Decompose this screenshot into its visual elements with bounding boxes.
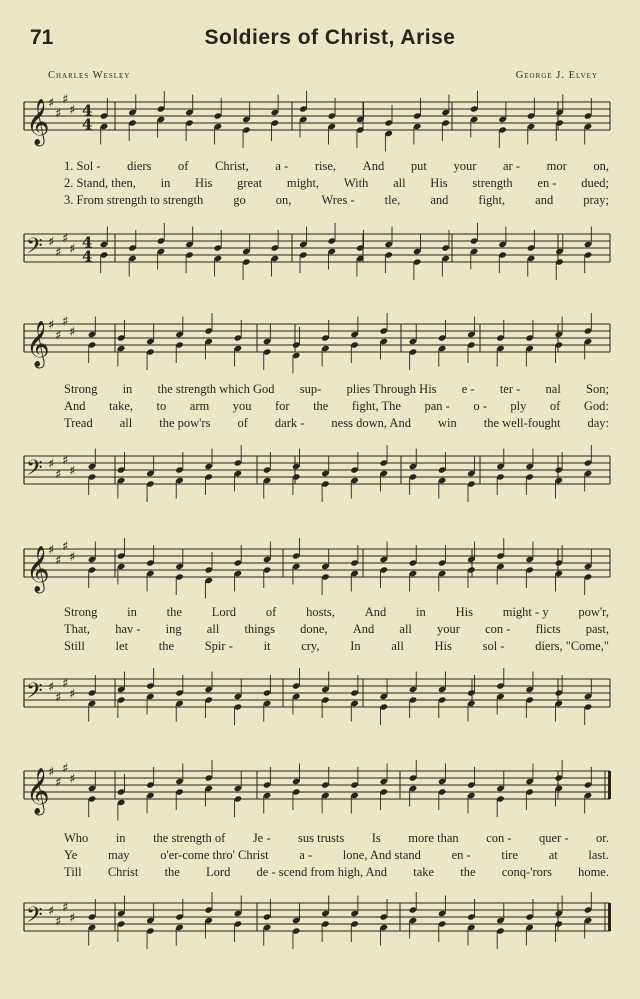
lyric-syllable: your (453, 159, 477, 173)
lyric-line (64, 605, 609, 622)
lyric-syllable: things (244, 622, 275, 636)
sharp-icon: ♯ (62, 92, 69, 108)
sharp-icon: ♯ (48, 543, 55, 558)
sharp-icon: ♯ (62, 900, 69, 916)
bass-clef-icon: 𝄢 (26, 679, 43, 709)
lyric-syllable: of (237, 416, 248, 430)
lyric-syllable: you (232, 399, 252, 413)
page-number: 71 (30, 26, 54, 49)
sharp-icon: ♯ (62, 676, 69, 692)
sharp-icon: ♯ (48, 235, 55, 250)
lyric-syllable: all (206, 622, 220, 636)
lyric-syllable: in (115, 831, 126, 845)
lyric-syllable: His (195, 176, 213, 190)
lyric-syllable: 2. Stand, then, (64, 176, 136, 190)
lyric-syllable: of (265, 605, 277, 619)
lyric-syllable: en - (537, 176, 557, 190)
bass-staff (0, 897, 640, 947)
lyric-syllable: 3. From strength to strength (64, 193, 204, 207)
lyric-syllable: it (263, 639, 271, 653)
lyric-syllable: ter - (499, 382, 521, 396)
treble-clef-icon: 𝄞 (26, 99, 50, 145)
lyric-syllable: sol - (482, 639, 505, 653)
lyric-syllable: Strong (64, 382, 98, 396)
lyric-syllable: take (413, 865, 435, 879)
lyric-syllable: con - (486, 831, 512, 845)
sharp-icon: ♯ (69, 772, 76, 787)
lyric-syllable: Is (371, 831, 381, 845)
lyric-syllable: day: (587, 416, 609, 430)
lyric-syllable: rise, (314, 159, 337, 173)
lyric-syllable: Tread (64, 416, 93, 430)
lyric-syllable: With (343, 176, 369, 190)
lyric-syllable: pow'r, (578, 605, 609, 619)
hymn-title: Soldiers of Christ, Arise (204, 26, 456, 49)
lyric-syllable: diers (127, 159, 152, 173)
staff-lines (24, 549, 610, 577)
lyric-line (64, 193, 609, 210)
lyric-syllable: tire (501, 848, 519, 862)
lyric-syllable: Till (64, 865, 82, 879)
lyric-syllable: the (164, 865, 180, 879)
lyric-syllable: And (364, 605, 387, 619)
sharp-icon: ♯ (62, 231, 69, 247)
time-signature-top: 4 (82, 233, 93, 252)
lyric-syllable: in (416, 605, 426, 619)
lyric-syllable: great (237, 176, 263, 190)
lyric-syllable: Strong (64, 605, 98, 619)
sharp-icon: ♯ (55, 914, 62, 930)
bass-staff (0, 450, 640, 500)
final-barline-thick (608, 903, 611, 931)
lyric-syllable: on, (593, 159, 609, 173)
lyric-syllable: done, (300, 622, 328, 636)
lyric-syllable: Who (64, 831, 89, 845)
staff-lines (24, 102, 610, 130)
sharp-icon: ♯ (69, 687, 76, 702)
lyric-syllable: That, (64, 622, 91, 636)
lyric-syllable: con - (485, 622, 511, 636)
lyric-line (64, 865, 609, 882)
lyric-syllable: might, (286, 176, 320, 190)
lyric-syllable: home. (578, 865, 609, 879)
sharp-icon: ♯ (48, 680, 55, 695)
sharp-icon: ♯ (48, 904, 55, 919)
lyric-syllable: the strength of (153, 831, 226, 845)
lyric-syllable: the pow'rs (159, 416, 211, 430)
lyric-syllable: o - (473, 399, 487, 413)
lyric-syllable: And (362, 159, 385, 173)
lyric-syllable: fight, (478, 193, 506, 207)
lyric-syllable: Ye (64, 848, 78, 862)
treble-staff (0, 539, 640, 593)
lyric-syllable: hosts, (306, 605, 335, 619)
lyric-syllable: of (178, 159, 189, 173)
sharp-icon: ♯ (62, 761, 69, 777)
lyric-syllable: might - y (502, 605, 549, 619)
lyric-syllable: His (434, 639, 452, 653)
lyric-syllable: dued; (581, 176, 609, 190)
lyric-syllable: all (393, 176, 406, 190)
lyric-syllable: Christ (107, 865, 139, 879)
lyric-syllable: de - scend from high, And (256, 865, 388, 879)
lyric-syllable: Je - (252, 831, 271, 845)
lyric-syllable: go (233, 193, 246, 207)
lyric-syllable: 1. Sol - (64, 159, 101, 173)
lyric-syllable: more than (408, 831, 459, 845)
sharp-icon: ♯ (69, 464, 76, 479)
lyric-syllable: on, (275, 193, 292, 207)
treble-clef-icon: 𝄞 (26, 768, 50, 814)
lyric-syllable: arm (189, 399, 210, 413)
sharp-icon: ♯ (48, 318, 55, 333)
lyric-syllable: take, (109, 399, 133, 413)
lyric-syllable: last. (588, 848, 609, 862)
lyric-syllable: plies Through His (346, 382, 437, 396)
lyric-syllable: all (399, 622, 412, 636)
lyric-line (64, 416, 609, 433)
lyric-syllable: your (437, 622, 460, 636)
lyric-line (64, 831, 609, 848)
lyric-syllable: mor (546, 159, 567, 173)
lyric-syllable: conq-'rors (501, 865, 552, 879)
lyric-syllable: ar - (502, 159, 520, 173)
staff-lines (24, 771, 610, 799)
lyric-syllable: all (119, 416, 133, 430)
lyric-syllable: His (455, 605, 473, 619)
sharp-icon: ♯ (55, 467, 62, 483)
lyric-syllable: for (274, 399, 290, 413)
lyric-syllable: In (350, 639, 361, 653)
composer-credit: George J. Elvey (515, 70, 598, 81)
lyric-syllable: the (313, 399, 329, 413)
lyric-line (64, 848, 609, 865)
sharp-icon: ♯ (55, 553, 62, 569)
lyric-syllable: Still (64, 639, 85, 653)
lyric-syllable: let (115, 639, 129, 653)
lyric-syllable: God: (583, 399, 609, 413)
lyric-syllable: the (166, 605, 182, 619)
lyric-syllable: tle, (384, 193, 401, 207)
lyric-syllable: or. (596, 831, 609, 845)
bass-clef-icon: 𝄢 (26, 456, 43, 486)
treble-clef-icon: 𝄞 (26, 321, 50, 367)
sharp-icon: ♯ (55, 106, 62, 122)
lyric-syllable: en - (451, 848, 471, 862)
lyric-syllable: in (122, 382, 133, 396)
lyric-syllable: Spir - (204, 639, 233, 653)
lyric-syllable: diers, "Come," (535, 639, 609, 653)
lyric-syllable: e - (461, 382, 475, 396)
lyric-syllable: cry, (301, 639, 320, 653)
lyric-syllable: And (64, 399, 86, 413)
sharp-icon: ♯ (48, 457, 55, 472)
sharp-icon: ♯ (48, 96, 55, 111)
staff-lines (24, 231, 610, 262)
lyric-syllable: dark - (274, 416, 305, 430)
treble-clef-icon: 𝄞 (26, 546, 50, 592)
lyric-syllable: in (127, 605, 137, 619)
lyric-line (64, 399, 609, 416)
sharp-icon: ♯ (55, 775, 62, 791)
lyric-syllable: of (549, 399, 561, 413)
lyric-syllable: Christ, (215, 159, 249, 173)
lyric-syllable: o'er-come thro' Christ (160, 848, 269, 862)
lyric-syllable: a - (299, 848, 313, 862)
sharp-icon: ♯ (55, 245, 62, 261)
staff-lines (24, 453, 610, 484)
final-barline-thick (608, 771, 611, 799)
lyric-syllable: a - (275, 159, 289, 173)
bass-staff (0, 673, 640, 723)
sharp-icon: ♯ (62, 314, 69, 330)
lyric-syllable: ness down, And (331, 416, 411, 430)
sharp-icon: ♯ (69, 103, 76, 118)
author-credit: Charles Wesley (48, 70, 131, 81)
lyric-line (64, 622, 609, 639)
lyric-syllable: win (437, 416, 457, 430)
lyric-syllable: the (460, 865, 476, 879)
sharp-icon: ♯ (55, 690, 62, 706)
lyric-syllable: quer - (539, 831, 569, 845)
lyric-syllable: strength (472, 176, 513, 190)
lyric-syllable: pan - (424, 399, 450, 413)
sharp-icon: ♯ (55, 328, 62, 344)
lyric-syllable: Wres - (321, 193, 355, 207)
lyric-syllable: Lord (206, 865, 231, 879)
lyric-syllable: in (160, 176, 171, 190)
lyric-line (64, 639, 609, 656)
bass-clef-icon: 𝄢 (26, 234, 43, 264)
time-signature-bottom: 4 (82, 115, 93, 134)
lyric-syllable: the well-fought (483, 416, 561, 430)
lyric-syllable: fight, The (351, 399, 401, 413)
lyric-syllable: the (158, 639, 175, 653)
lyric-syllable: and (430, 193, 449, 207)
lyric-syllable: sus trusts (298, 831, 345, 845)
staff-lines (24, 676, 610, 707)
lyric-syllable: nal (545, 382, 561, 396)
bass-staff (0, 228, 640, 278)
time-signature-top: 4 (82, 101, 93, 120)
sharp-icon: ♯ (69, 242, 76, 257)
bass-clef-icon: 𝄢 (26, 903, 43, 933)
lyric-syllable: to (156, 399, 167, 413)
lyric-syllable: lone, And stand (342, 848, 421, 862)
lyric-line (64, 176, 609, 193)
lyric-syllable: past, (585, 622, 609, 636)
staff-lines (24, 900, 610, 931)
lyric-syllable: His (430, 176, 448, 190)
lyric-syllable: at (548, 848, 558, 862)
lyric-line (64, 382, 609, 399)
lyric-syllable: and (535, 193, 554, 207)
lyric-syllable: Lord (211, 605, 237, 619)
treble-staff (0, 92, 640, 146)
staff-lines (24, 324, 610, 352)
treble-staff (0, 314, 640, 368)
treble-staff (0, 761, 640, 815)
sharp-icon: ♯ (69, 325, 76, 340)
sharp-icon: ♯ (48, 765, 55, 780)
lyric-syllable: And (352, 622, 375, 636)
lyric-syllable: may (108, 848, 130, 862)
lyric-syllable: put (410, 159, 427, 173)
lyric-syllable: sup- (299, 382, 322, 396)
lyric-line (64, 159, 609, 176)
lyric-syllable: all (391, 639, 404, 653)
lyric-syllable: Son; (586, 382, 609, 396)
lyric-syllable: pray; (583, 193, 609, 207)
sharp-icon: ♯ (69, 550, 76, 565)
lyric-syllable: the strength which God (157, 382, 275, 396)
time-signature-bottom: 4 (82, 247, 93, 266)
lyric-syllable: ing (165, 622, 182, 636)
sharp-icon: ♯ (62, 453, 69, 469)
sharp-icon: ♯ (69, 911, 76, 926)
lyric-syllable: ply (510, 399, 527, 413)
lyric-syllable: flicts (535, 622, 561, 636)
sharp-icon: ♯ (62, 539, 69, 555)
lyric-syllable: hav - (115, 622, 141, 636)
